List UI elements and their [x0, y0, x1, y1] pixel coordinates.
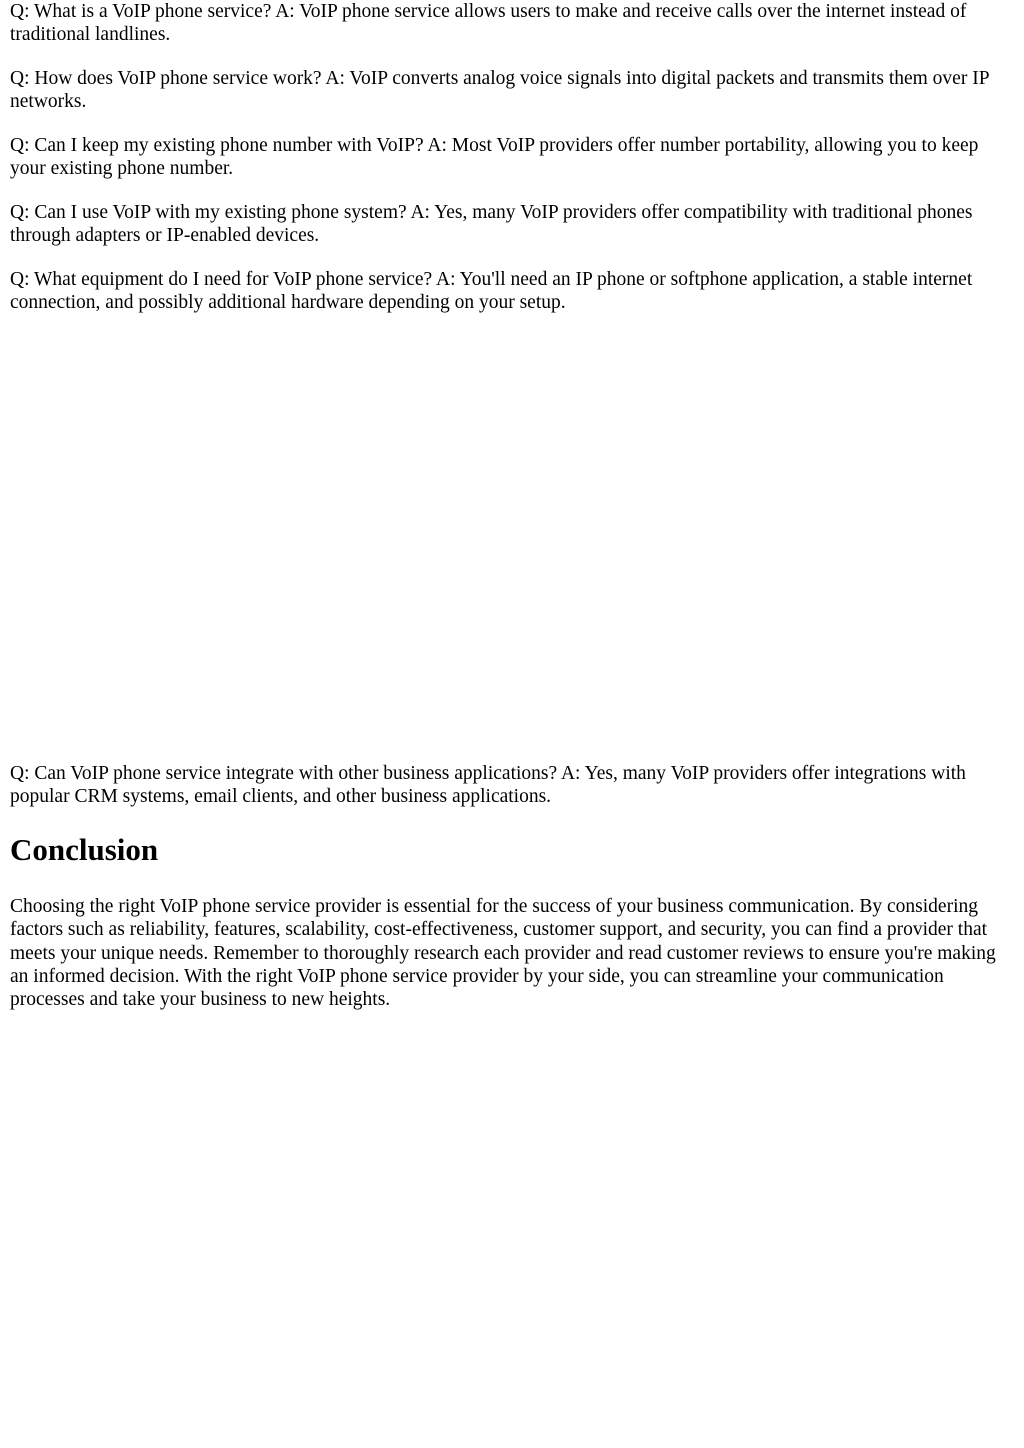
conclusion-paragraph: Choosing the right VoIP phone service provider is essential for the success of your business communication. By considering factors such as reliability, features, scalability, cost-effectiveness, customer support, and security, you can find a provider that meets your unique needs. Remember to thoroughly research each provider and read customer reviews to ensure you're making an informed decision. With the right VoIP phone service provider by your side, you can streamline your communication processes and take your business to new heights.	[10, 896, 996, 1011]
faq-paragraph-how-voip-works: Q: How does VoIP phone service work? A: VoIP converts analog voice signals into digital packets and transmits them over IP networks.	[10, 68, 989, 113]
faq-paragraph-existing-system: Q: Can I use VoIP with my existing phone system? A: Yes, many VoIP providers offer compatibility with traditional phones through adapters or IP-enabled devices.	[10, 202, 973, 247]
faq-paragraph-equipment: Q: What equipment do I need for VoIP phone service? A: You'll need an IP phone or softphone application, a stable internet connection, and possibly additional hardware depending on your setup.	[10, 269, 973, 314]
faq-paragraph-what-is-voip: Q: What is a VoIP phone service? A: VoIP phone service allows users to make and receive calls over the internet instead of traditional landlines.	[10, 1, 967, 46]
faq-paragraph-keep-number: Q: Can I keep my existing phone number with VoIP? A: Most VoIP providers offer number portability, allowing you to keep your existing phone number.	[10, 135, 979, 180]
faq-paragraph-integrations: Q: Can VoIP phone service integrate with other business applications? A: Yes, many VoIP providers offer integrations with popular CRM systems, email clients, and other business applications.	[10, 763, 966, 808]
conclusion-heading: Conclusion	[10, 832, 159, 867]
